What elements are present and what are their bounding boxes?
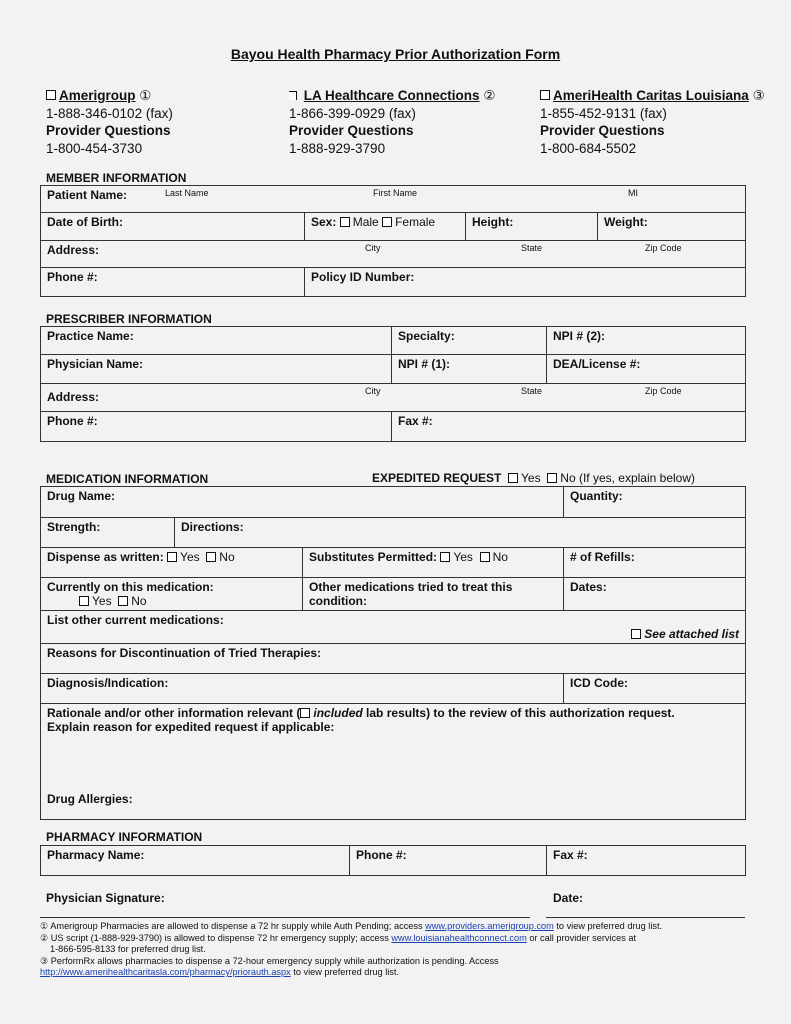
other-tried-field[interactable] bbox=[303, 578, 564, 611]
strength-field[interactable] bbox=[41, 518, 175, 548]
pharmacy-phone-field[interactable] bbox=[350, 846, 547, 876]
member-table bbox=[40, 185, 746, 297]
expedited-yes-label: Yes bbox=[521, 471, 541, 485]
rationale-label bbox=[47, 706, 739, 720]
plan-questions-label: Provider Questions bbox=[46, 123, 171, 138]
member-heading: MEMBER INFORMATION bbox=[46, 171, 187, 185]
footnote-3: ③ PerformRx allows pharmacies to dispense a 72-hour emergency supply while authorization is pending. Access bbox=[40, 955, 499, 966]
footnote-text: ② US script (1-888-929-3790) is allowed to dispense 72 hr emergency supply; access bbox=[40, 932, 392, 943]
directions-field[interactable] bbox=[175, 518, 746, 548]
form-title: Bayou Health Pharmacy Prior Authorization Form bbox=[230, 46, 561, 62]
address-label: Address: bbox=[47, 243, 100, 257]
reasons-field[interactable] bbox=[41, 644, 746, 674]
plan-phone: 1-800-684-5502 bbox=[540, 140, 637, 156]
amerigroup-checkbox[interactable] bbox=[46, 90, 56, 100]
specialty-label: Specialty: bbox=[398, 329, 455, 343]
height-field[interactable] bbox=[466, 213, 598, 241]
sex-label: Sex: bbox=[311, 215, 337, 229]
male-checkbox[interactable] bbox=[340, 217, 350, 227]
phone-label: Phone #: bbox=[47, 414, 98, 428]
female-checkbox[interactable] bbox=[382, 217, 392, 227]
prescriber-phone-field[interactable] bbox=[41, 412, 392, 442]
daw-yes-label: Yes bbox=[180, 550, 200, 564]
plan-name: Amerigroup bbox=[59, 88, 136, 103]
npi1-label: NPI # (1): bbox=[398, 357, 451, 371]
icd-code-field[interactable] bbox=[564, 674, 746, 704]
substitutes-no-checkbox[interactable] bbox=[480, 552, 490, 562]
currently-yes-label: Yes bbox=[92, 594, 112, 608]
plan-amerigroup bbox=[46, 87, 276, 157]
currently-on-label: Currently on this medication: bbox=[47, 580, 214, 594]
sex-field bbox=[305, 213, 466, 241]
plan-fax: 1-888-346-0102 (fax) bbox=[46, 105, 173, 121]
medication-heading: MEDICATION INFORMATION bbox=[46, 472, 209, 486]
drug-allergies-label: Drug Allergies: bbox=[47, 792, 133, 806]
pharmacy-fax-field[interactable] bbox=[547, 846, 746, 876]
daw-no-checkbox[interactable] bbox=[206, 552, 216, 562]
first-name-sublabel: First Name bbox=[373, 188, 418, 198]
weight-label: Weight: bbox=[604, 215, 648, 229]
patient-name-label: Patient Name: bbox=[47, 188, 128, 202]
currently-on-field bbox=[41, 578, 303, 611]
see-attached-label: See attached list bbox=[644, 627, 740, 641]
plan-la-healthcare bbox=[289, 87, 529, 157]
footnote-3-line-2 bbox=[40, 967, 760, 979]
prescriber-fax-field[interactable] bbox=[392, 412, 746, 442]
strength-label: Strength: bbox=[47, 520, 101, 534]
dates-field[interactable] bbox=[564, 578, 746, 611]
substitutes-yes-label: Yes bbox=[453, 550, 473, 564]
reasons-label: Reasons for Discontinuation of Tried Therapies: bbox=[47, 646, 322, 660]
weight-field[interactable] bbox=[598, 213, 746, 241]
louisiana-health-link[interactable]: www.louisianahealthconnect.com bbox=[391, 932, 527, 943]
footnote-marker: ① bbox=[139, 88, 152, 103]
icd-code-label: ICD Code: bbox=[570, 676, 629, 690]
footnote-text: ① Amerigroup Pharmacies are allowed to dispense a 72 hr supply while Auth Pending; access bbox=[40, 921, 426, 931]
pharmacy-heading: PHARMACY INFORMATION bbox=[46, 830, 203, 844]
plan-amerihealth bbox=[540, 87, 780, 157]
footnote-marker: ③ bbox=[752, 88, 765, 103]
plan-phone: 1-888-929-3790 bbox=[289, 140, 386, 156]
other-tried-label: Other medications tried to treat this condition: bbox=[309, 580, 513, 608]
footnote-2-line-2: 1-866-595-8133 for preferred drug list. bbox=[50, 944, 206, 954]
physician-name-label: Physician Name: bbox=[47, 357, 144, 371]
expedited-request bbox=[372, 471, 695, 485]
dob-label: Date of Birth: bbox=[47, 215, 123, 229]
zip-sublabel: Zip Code bbox=[645, 386, 682, 396]
phone-label: Phone #: bbox=[356, 848, 407, 862]
currently-no-label: No bbox=[131, 594, 147, 608]
practice-name-field[interactable] bbox=[41, 327, 392, 355]
currently-yes-checkbox[interactable] bbox=[79, 596, 89, 606]
quantity-field[interactable] bbox=[564, 487, 746, 518]
mi-sublabel: MI bbox=[628, 188, 638, 198]
see-attached-checkbox[interactable] bbox=[631, 629, 641, 639]
physician-signature-label: Physician Signature: bbox=[46, 891, 165, 905]
date-label: Date: bbox=[553, 891, 584, 905]
dates-label: Dates: bbox=[570, 580, 607, 594]
la-healthcare-checkbox[interactable] bbox=[289, 91, 297, 100]
amerihealth-link[interactable]: http://www.amerihealthcaritasla.com/pharmacy/priorauth.aspx bbox=[40, 967, 291, 977]
footnote-1 bbox=[40, 921, 760, 933]
drug-name-label: Drug Name: bbox=[47, 489, 116, 503]
footnotes bbox=[40, 921, 760, 979]
diagnosis-label: Diagnosis/Indication: bbox=[47, 676, 169, 690]
female-label: Female bbox=[395, 215, 436, 229]
diagnosis-field[interactable] bbox=[41, 674, 564, 704]
quantity-label: Quantity: bbox=[570, 489, 623, 503]
last-name-sublabel: Last Name bbox=[165, 188, 209, 198]
dea-label: DEA/License #: bbox=[553, 357, 641, 371]
practice-name-label: Practice Name: bbox=[47, 329, 134, 343]
plan-name: LA Healthcare Connections bbox=[303, 88, 480, 103]
member-phone-field[interactable] bbox=[41, 268, 305, 297]
specialty-field[interactable] bbox=[392, 327, 547, 355]
amerihealth-checkbox[interactable] bbox=[540, 90, 550, 100]
substitutes-no-label: No bbox=[492, 550, 508, 564]
footnote-text: to view preferred drug list. bbox=[290, 967, 399, 977]
plan-fax: 1-855-452-9131 (fax) bbox=[540, 105, 667, 121]
other-current-meds-field[interactable] bbox=[41, 611, 746, 644]
drug-name-field[interactable] bbox=[41, 487, 564, 518]
list-other-label: List other current medications: bbox=[47, 613, 224, 627]
substitutes-label: Substitutes Permitted: bbox=[309, 550, 438, 564]
npi2-field[interactable] bbox=[547, 327, 746, 355]
npi1-field[interactable] bbox=[392, 355, 547, 384]
refills-label: # of Refills: bbox=[570, 550, 635, 564]
daw-field bbox=[41, 548, 303, 578]
height-label: Height: bbox=[472, 215, 514, 229]
rationale-pre: Rationale and/or other information relevant ( bbox=[47, 706, 301, 720]
policy-id-field[interactable] bbox=[305, 268, 746, 297]
plan-name: AmeriHealth Caritas Louisiana bbox=[553, 88, 749, 103]
footnote-marker: ② bbox=[483, 88, 496, 103]
phone-label: Phone #: bbox=[47, 270, 98, 284]
expedited-label: EXPEDITED REQUEST bbox=[372, 471, 502, 485]
member-address-field[interactable] bbox=[41, 241, 746, 268]
expedited-yes-checkbox[interactable] bbox=[508, 473, 518, 483]
included-checkbox[interactable] bbox=[300, 708, 310, 718]
npi2-label: NPI # (2): bbox=[553, 329, 606, 343]
footnote-text: to view preferred drug list. bbox=[553, 921, 663, 931]
plan-questions-label: Provider Questions bbox=[540, 123, 665, 138]
currently-no-checkbox[interactable] bbox=[118, 596, 128, 606]
pharmacy-name-field[interactable] bbox=[41, 846, 350, 876]
prescriber-heading: PRESCRIBER INFORMATION bbox=[46, 312, 212, 326]
substitutes-field bbox=[303, 548, 564, 578]
expedited-no-label: No (If yes, explain below) bbox=[560, 471, 696, 485]
pharmacy-table bbox=[40, 845, 746, 876]
refills-field[interactable] bbox=[564, 548, 746, 578]
plan-phone: 1-800-454-3730 bbox=[46, 140, 143, 156]
daw-no-label: No bbox=[219, 550, 235, 564]
city-sublabel: City bbox=[365, 243, 381, 253]
fax-label: Fax #: bbox=[553, 848, 588, 862]
substitutes-yes-checkbox[interactable] bbox=[440, 552, 450, 562]
expedited-no-checkbox[interactable] bbox=[547, 473, 557, 483]
explain-expedited-label: Explain reason for expedited request if applicable: bbox=[47, 720, 335, 734]
included-label: included bbox=[313, 706, 363, 720]
directions-label: Directions: bbox=[181, 520, 244, 534]
footnote-2 bbox=[40, 933, 760, 945]
rationale-post: lab results) to the review of this authorization request. bbox=[362, 706, 675, 720]
daw-label: Dispense as written: bbox=[47, 550, 164, 564]
rationale-field[interactable] bbox=[41, 704, 746, 820]
signature-line[interactable] bbox=[40, 917, 530, 918]
prescriber-address-field[interactable] bbox=[41, 384, 746, 412]
daw-yes-checkbox[interactable] bbox=[167, 552, 177, 562]
dea-field[interactable] bbox=[547, 355, 746, 384]
plan-fax: 1-866-399-0929 (fax) bbox=[289, 105, 416, 121]
male-label: Male bbox=[352, 215, 379, 229]
date-line[interactable] bbox=[546, 917, 745, 918]
dob-field[interactable] bbox=[41, 213, 305, 241]
state-sublabel: State bbox=[521, 386, 543, 396]
plan-questions-label: Provider Questions bbox=[289, 123, 414, 138]
address-label: Address: bbox=[47, 390, 100, 404]
prescriber-table bbox=[40, 326, 746, 442]
patient-name-field[interactable] bbox=[41, 186, 746, 213]
physician-name-field[interactable] bbox=[41, 355, 392, 384]
fax-label: Fax #: bbox=[398, 414, 433, 428]
footnote-text: or call provider services at bbox=[526, 932, 637, 943]
medication-table bbox=[40, 486, 746, 820]
zip-sublabel: Zip Code bbox=[645, 243, 682, 253]
pharmacy-name-label: Pharmacy Name: bbox=[47, 848, 145, 862]
amerigroup-link[interactable]: www.providers.amerigroup.com bbox=[425, 921, 554, 931]
policy-id-label: Policy ID Number: bbox=[311, 270, 415, 284]
city-sublabel: City bbox=[365, 386, 381, 396]
state-sublabel: State bbox=[521, 243, 543, 253]
